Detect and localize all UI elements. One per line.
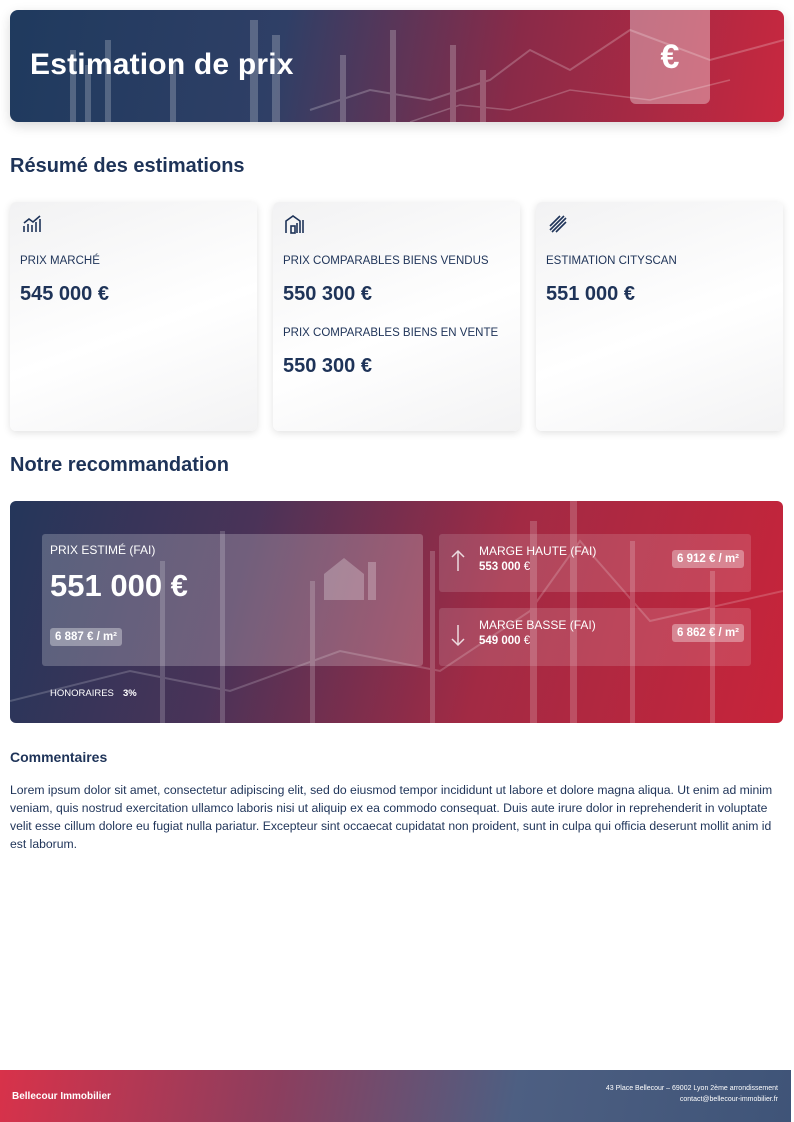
- high-margin-currency: €: [523, 561, 531, 573]
- estimated-price-per-m2: 6 887 € / m²: [50, 628, 122, 646]
- footer-email[interactable]: contact@bellecour-immobilier.fr: [679, 1096, 778, 1103]
- footer-brand: Bellecour Immobilier: [12, 1091, 111, 1102]
- chart-bars-icon: [22, 214, 42, 234]
- cityscan-logo-icon: [548, 214, 568, 234]
- fees-label: HONORAIRES: [50, 688, 114, 699]
- for-sale-comparables-label: PRIX COMPARABLES BIENS EN VENTE: [283, 327, 499, 339]
- high-margin-value: [479, 561, 530, 573]
- page-title: Estimation de prix: [30, 48, 294, 81]
- header-banner: [10, 10, 784, 122]
- house-icon: [324, 552, 378, 600]
- cityscan-value: 551 000 €: [546, 283, 635, 305]
- recommendation-panel: [10, 501, 783, 723]
- low-margin-value: [479, 635, 530, 647]
- low-margin-amount: 549 000: [479, 635, 521, 647]
- footer-contact: [606, 1083, 778, 1105]
- card-cityscan: [536, 202, 783, 431]
- market-price-value: 545 000 €: [20, 283, 109, 305]
- footer: [0, 1070, 791, 1122]
- summary-title: Résumé des estimations: [10, 155, 245, 177]
- for-sale-comparables-value: 550 300 €: [283, 355, 372, 377]
- estimated-price-value: 551 000 €: [50, 568, 188, 603]
- low-margin-box: [439, 608, 751, 666]
- arrow-down-icon: [450, 623, 466, 647]
- low-margin-currency: €: [523, 635, 531, 647]
- comments-title: Commentaires: [10, 749, 108, 765]
- sold-comparables-label: PRIX COMPARABLES BIENS VENDUS: [283, 255, 489, 267]
- fees-value: 3%: [123, 688, 137, 699]
- card-comparables: [273, 202, 520, 431]
- estimated-price-label: PRIX ESTIMÉ (FAI): [50, 543, 156, 557]
- arrow-up-icon: [450, 549, 466, 573]
- high-margin-label: MARGE HAUTE (FAI): [479, 544, 597, 558]
- low-margin-per-m2: 6 862 € / m²: [672, 624, 744, 642]
- card-market-price: [10, 202, 257, 431]
- buildings-icon: [285, 214, 305, 234]
- footer-address: 43 Place Bellecour – 69002 Lyon 2ème arrondissement: [605, 1085, 778, 1092]
- high-margin-amount: 553 000: [479, 561, 521, 573]
- low-margin-label: MARGE BASSE (FAI): [479, 618, 596, 632]
- recommendation-title: Notre recommandation: [10, 454, 229, 476]
- high-margin-per-m2: 6 912 € / m²: [672, 550, 744, 568]
- cityscan-label: ESTIMATION CITYSCAN: [546, 255, 677, 267]
- euro-icon: [630, 10, 710, 104]
- comments-text: Lorem ipsum dolor sit amet, consectetur adipiscing elit, sed do eiusmod tempor incididunt ut labore et dolore magna aliqua. Ut enim ad minim veniam, quis nostrud exercitation ullamco laboris nisi ut aliquip ex ea commodo consequat. Duis aute irure dolor in reprehenderit in voluptate velit esse cillum dolore eu fugiat nulla pariatur. Excepteur sint occaecat cupidatat non proident, sunt in culpa qui officia deserunt mollit anim id est laborum.: [10, 783, 773, 851]
- euro-symbol: €: [660, 37, 680, 76]
- high-margin-box: [439, 534, 751, 592]
- estimated-price-box: [42, 534, 423, 666]
- market-price-label: PRIX MARCHÉ: [20, 255, 100, 267]
- sold-comparables-value: 550 300 €: [283, 283, 372, 305]
